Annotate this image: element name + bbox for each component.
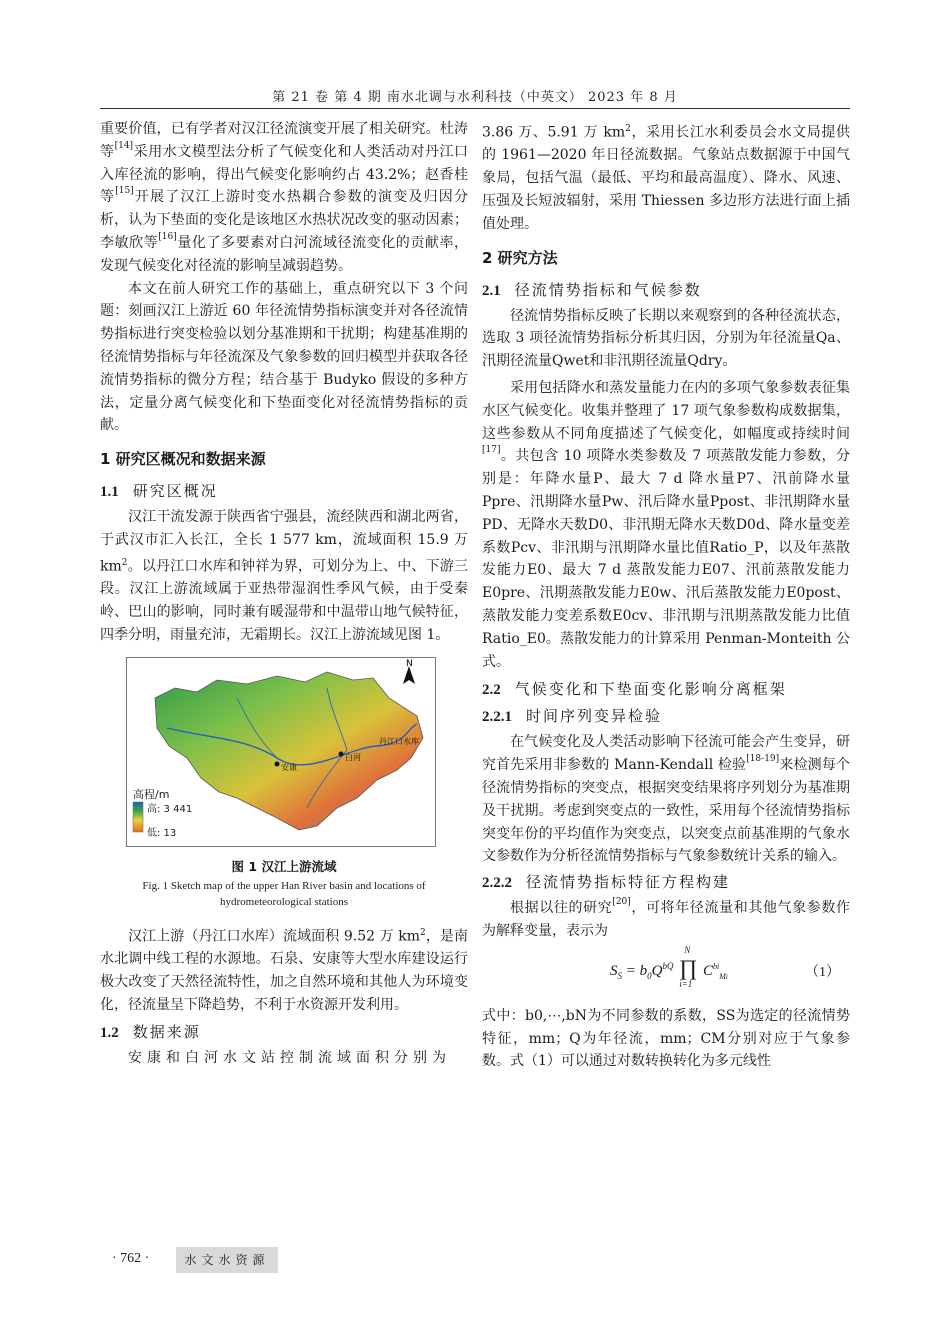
legend-color-bar bbox=[133, 802, 143, 832]
equation-number: （1） bbox=[805, 964, 840, 980]
legend-low: 低: 13 bbox=[147, 827, 177, 839]
legend-title: 高程/m bbox=[133, 787, 170, 801]
section-heading: 2 研究方法 bbox=[482, 248, 558, 267]
figure-map bbox=[126, 657, 436, 847]
paragraph: 汉江干流发源于陕西省宁强县，流经陕西和湖北两省，于武汉市汇入长江，全长 1 577 km，流域面积 15.9 万 $km^2$。以丹江口水库和钟祥为界，可划分为上、中、下游三段。汉江上游流域属于亚热带湿润性季风气候，由于受秦岭、巴山的影响，同时兼有暖湿带和中温带山地气候特征，四季分明，雨量充沛，无霜期长。汉江上游流域见图 1。 bbox=[100, 509, 468, 643]
page-number: · 762 · bbox=[112, 1251, 150, 1266]
running-header: 第 21 卷 第 4 期 南水北调与水利科技（中英文） 2023 年 8 月 bbox=[272, 90, 678, 105]
paragraph: 3.86 万、5.91 万 $km^2$，采用长江水利委员会水文局提供的 1961—2020 年日径流数据。气象站点数据源于中国气象局，包括气温（最低、平均和最高温度）、降水、风速、压强及长短波辐射，采用 Thiessen 多边形方法进行面上插值处理。 bbox=[482, 124, 851, 232]
basin-map bbox=[127, 658, 435, 846]
paragraph: 式中：b0,⋯,bN为不同参数的系数，SS为选定的径流情势特征，mm；Q为年径流，mm；CM分别对应于气象参数。式（1）可以通过对数转换转化为多元线性 bbox=[482, 1007, 850, 1070]
basin-outline bbox=[155, 672, 423, 830]
citation[interactable]: [15] bbox=[115, 186, 134, 197]
subsection-heading: 2.2 气候变化和下垫面变化影响分离框架 bbox=[482, 680, 787, 699]
citation[interactable]: [14] bbox=[114, 140, 134, 151]
citation[interactable]: [17] bbox=[482, 445, 501, 456]
paragraph: 根据以往的研究[20]，可将年径流量和其他气象参数作为解释变量，表示为 bbox=[482, 897, 851, 939]
subsection-heading: 1.2 数据来源 bbox=[100, 1023, 201, 1042]
left-column bbox=[100, 118, 468, 1070]
equation-body: $S_S = b_0Q^{bQ}$ N ∏ i=1 $C^{bi}_{Mi}$ bbox=[610, 944, 728, 989]
figure-caption-en: Fig. 1 Sketch map of the upper Han River basin and locations of hydrometeorological stations bbox=[142, 879, 426, 908]
subsection-heading: 2.1 径流情势指标和气候参数 bbox=[482, 280, 702, 299]
paragraph: 汉江上游（丹江口水库）流域面积 9.52 万 $km^2$，是南水北调中线工程的水源地。石泉、安康等大型水库建设运行极大改变了天然径流特性，加之自然环境和其他人为环境变化，径流量呈下降趋势，不利于水资源开发利用。 bbox=[100, 927, 469, 1013]
paragraph: 重要价值，已有学者对汉江径流演变开展了相关研究。杜涛等[14]采用水文模型法分析了气候变化和人类活动对丹江口入库径流的影响，得出气候变化影响约占 43.2%；赵香桂等[15]开展了汉江上游时变水热耦合参数的演变及归因分析，认为下垫面的变化是该地区水热状况改变的驱动因素；李敏欣等[16]量化了多要素对白河流域径流变化的贡献率，发现气候变化对径流的影响呈减弱趋势。 bbox=[100, 121, 469, 274]
citation[interactable]: [18-19] bbox=[746, 754, 780, 765]
paragraph: 安康和白河水文站控制流域面积分别为 bbox=[128, 1050, 451, 1067]
station-marker bbox=[339, 751, 344, 756]
header-rule bbox=[100, 108, 850, 109]
equation-1 bbox=[482, 944, 850, 997]
citation[interactable]: [20] bbox=[612, 897, 631, 908]
north-label: N bbox=[406, 658, 413, 669]
label-baihe: 白河 bbox=[345, 752, 361, 762]
citation[interactable]: [16] bbox=[158, 231, 177, 242]
paragraph: 径流情势指标反映了长期以来观察到的各种径流状态，选取 3 项径流情势指标分析其归因，分别为年径流量Qa、汛期径流量Qwet和非汛期径流量Qdry。 bbox=[482, 307, 850, 370]
paragraph: 在气候变化及人类活动影响下径流可能会产生变异，研究首先采用非参数的 Mann-Kendall 检验[18-19]来检测每个径流情势指标的突变点，根据突变结果将序列划分为基准期及干扰期。考虑到突变点的一致性，采用每个径流情势指标突变年份的平均值作为突变点，以突变点前基准期的气象水文参数作为分析径流情势指标与气象参数统计关系的输入。 bbox=[482, 734, 850, 865]
paragraph: 本文在前人研究工作的基础上，重点研究以下 3 个问题：刻画汉江上游近 60 年径流情势指标演变并对各径流情势指标进行突变检验以划分基准期和干扰期；构建基准期的径流情势指标与年径流深及气象参数的回归模型并获取各径流情势指标的微分方程；结合基于 Budyko 假设的多种方法，定量分离气候变化和下垫面变化对径流情势指标的贡献。 bbox=[100, 280, 468, 434]
subsubsection-heading: 2.2.1 时间序列变异检验 bbox=[482, 707, 663, 726]
label-reservoir: 丹江口水库 bbox=[379, 736, 419, 746]
paragraph: 采用包括降水和蒸发量能力在内的多项气象参数表征集水区气候变化。收集并整理了 17 项气象参数构成数据集，这些参数从不同角度描述了气候变化，如幅度或持续时间[17]。共包含 10 项降水类参数及 7 项蒸散发能力参数，分别是：年降水量P、最大 7 d 降水量P7、汛前降水量Ppre、汛期降水量Pw、汛后降水量Ppost、非汛期降水量PD、无降水天数D0、非汛期无降水天数D0d、降水量变差系数Pcv、非汛期与汛期降水量比值Ratio_P，以及年蒸散发能力E0、最大 7 d 蒸散发能力E07、汛前蒸散发能力E0pre、汛期蒸散发能力E0w、汛后蒸散发能力E0post、蒸散发能力变差系数E0cv、非汛期与汛期蒸散发能力比值 Ratio_E0。蒸散发能力的计算采用 Penman-Monteith 公式。 bbox=[482, 380, 850, 670]
label-ankang: 安康 bbox=[281, 762, 297, 772]
subsection-heading: 1.1 研究区概况 bbox=[100, 482, 218, 501]
figure-caption-cn: 图 1 汉江上游流域 bbox=[231, 858, 337, 874]
station-marker bbox=[275, 761, 280, 766]
journal-section-label: 水文水资源 bbox=[176, 1247, 278, 1273]
legend-high: 高: 3 441 bbox=[147, 803, 193, 815]
section-heading: 1 研究区概况和数据来源 bbox=[100, 450, 266, 469]
subsubsection-heading: 2.2.2 径流情势指标特征方程构建 bbox=[482, 873, 731, 892]
right-column bbox=[482, 118, 850, 1073]
